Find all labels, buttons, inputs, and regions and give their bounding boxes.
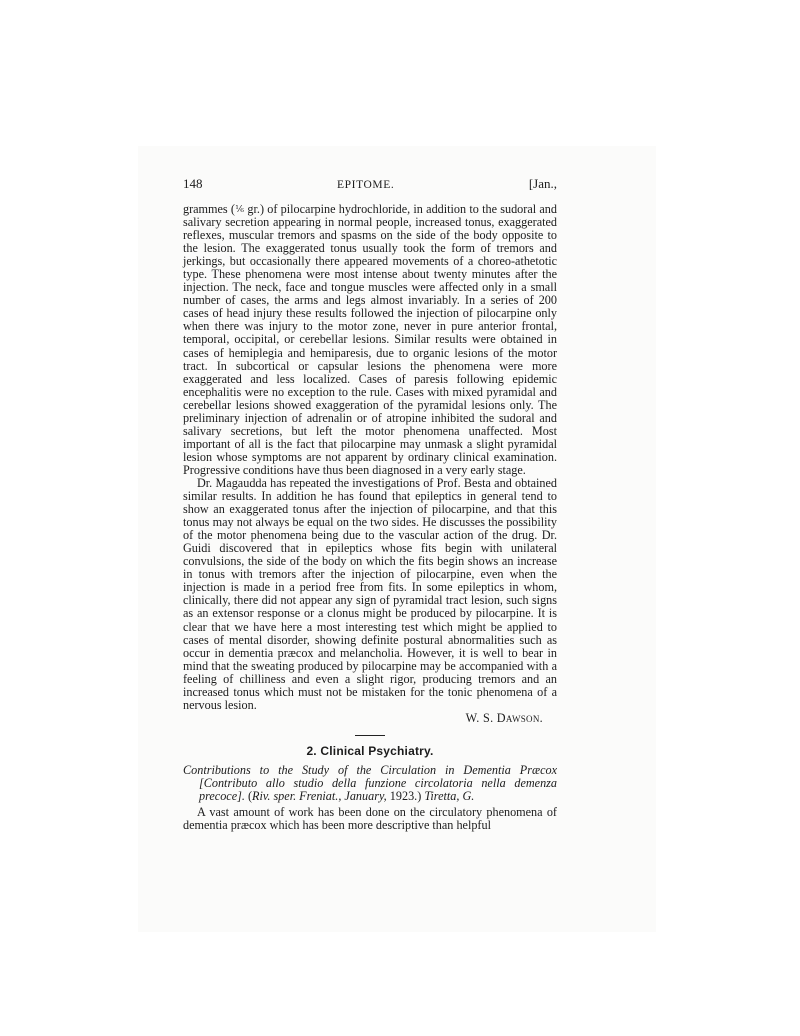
author-signature: W. S. Dawson. [465, 710, 543, 725]
section-heading: 2. Clinical Psychiatry. [306, 743, 434, 758]
citation-author: Tiretta, G. [421, 789, 475, 804]
citation-source-open: ( [244, 789, 253, 804]
citation-year: 1923.) [386, 789, 422, 804]
citation-title: Contributions to the Study of the Circulation in Dementia Præcox [Contributo allo studio della funzione circolatoria nella demenza precoce]. [183, 762, 557, 804]
article-paragraph-1 [183, 203, 557, 477]
issue-date: [Jan., [528, 176, 557, 191]
article-paragraph-2: Dr. Magaudda has repeated the investigations of Prof. Besta and obtained similar results. In addition he has found that epileptics in general tend to show an exaggerated tonus after the injection of pilocarpine, and that this tonus may not always be equal on the two sides. He discusses the possibility of the motor phenomena being due to the vascular action of the drug. Dr. Guidi discovered that in epileptics whose fits begin with unilateral convulsions, the side of the body on which the fits begin shows an increase in tonus with tremors after the injection of pilocarpine, even when the injection is made in a period free from fits. In some epileptics in whom, clinically, there did not appear any sign of pyramidal tract lesion, such signs as an extensor response or a clonus might be produced by pilocarpine. It is clear that we have here a most interesting test which might be applied to cases of mental disorder, showing definite postural abnormalities such as occur in dementia præcox and melancholia. However, it is well to bear in mind that the sweating produced by pilocarpine may be accompanied with a feeling of chilliness and even a slight rigor, producing tremors and an increased tonus which must not be mistaken for the tonic phenomena of a nervous lesion. [183, 475, 557, 712]
running-title: EPITOME. [337, 179, 395, 191]
dose-fraction: ⅙ [235, 204, 245, 214]
section-divider [355, 735, 385, 736]
page-column [183, 176, 557, 832]
section-body-paragraph: A vast amount of work has been done on the circulatory phenomena of dementia præcox which has been more descriptive than helpful [183, 805, 557, 833]
page-number: 148 [183, 176, 203, 191]
article-citation [183, 764, 557, 803]
running-header [183, 176, 557, 193]
paragraph-1-rest: gr.) of pilocarpine hydrochloride, in addition to the sudoral and salivary secretion appearing in normal people, increased tonus, exaggerated reflexes, muscular tremors and spasms on the side of the body opposite to the lesion. The exaggerated tonus usually took the form of tremors and jerkings, but occasionally there appeared movements of a choreo-athetotic type. These phenomena were most intense about twenty minutes after the injection. The neck, face and tongue muscles were affected only in a small number of cases, the arms and legs almost invariably. In a series of 200 cases of head injury these results followed the injection of pilocarpine only when there was injury to the motor zone, never in pure anterior frontal, temporal, occipital, or cerebellar lesions. Similar results were obtained in cases of hemiplegia and hemiparesis, due to organic lesions of the motor tract. In subcortical or capsular lesions the phenomena were more exaggerated and less localized. Cases of paresis following epidemic encephalitis were no exception to the rule. Cases with mixed pyramidal and cerebellar lesions showed exaggeration of the pyramidal lesions only. The preliminary injection of adrenalin or of atropine inhibited the sudoral and salivary secretions, but left the motor phenomena unaffected. Most important of all is the fact that pilocarpine may unmask a slight pyramidal lesion whose symptoms are not apparent by ordinary clinical examination. Progressive conditions have thus been diagnosed in a very early stage. [183, 202, 557, 477]
citation-journal: Riv. sper. Freniat., January, [252, 789, 387, 804]
paragraph-1-start: grammes ( [183, 202, 235, 216]
